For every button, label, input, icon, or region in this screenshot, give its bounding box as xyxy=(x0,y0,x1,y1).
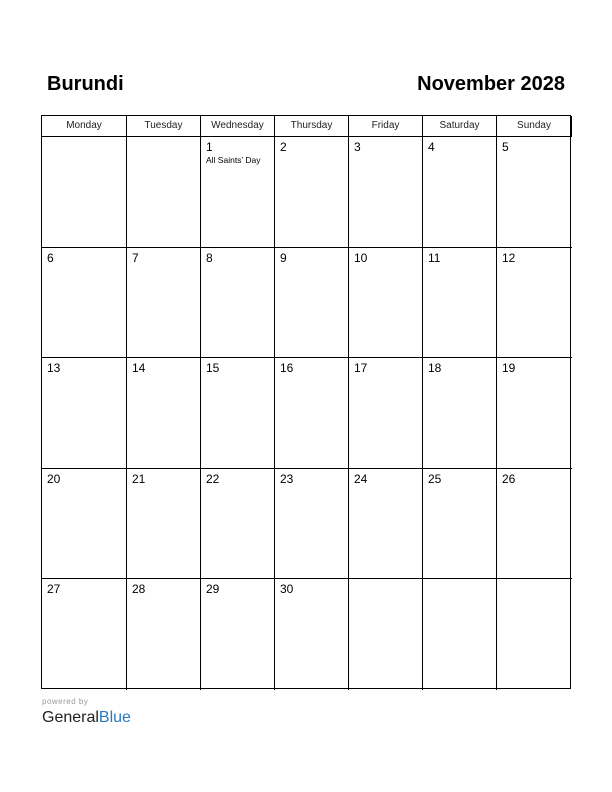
weekday-header-thursday: Thursday xyxy=(275,116,349,137)
day-cell[interactable] xyxy=(275,469,349,580)
day-number: 12 xyxy=(502,250,516,265)
day-number: 19 xyxy=(502,361,516,376)
day-cell[interactable] xyxy=(349,358,423,469)
generalblue-logo[interactable] xyxy=(42,708,131,728)
day-cell[interactable] xyxy=(497,579,572,690)
country-title: Burundi xyxy=(47,73,124,95)
day-number: 27 xyxy=(47,582,61,597)
day-cell[interactable] xyxy=(423,137,497,248)
day-cell[interactable] xyxy=(127,579,201,690)
calendar-grid xyxy=(41,115,571,689)
day-number: 22 xyxy=(206,471,220,486)
day-number: 26 xyxy=(502,471,516,486)
day-cell[interactable] xyxy=(201,358,275,469)
day-cell[interactable] xyxy=(127,248,201,359)
powered-by-text: powered by xyxy=(42,697,89,706)
day-number: 18 xyxy=(428,361,442,376)
day-number: 1 xyxy=(206,140,213,154)
day-cell[interactable] xyxy=(42,579,127,690)
weekday-header-monday: Monday xyxy=(42,116,127,137)
brand-general-text: General xyxy=(42,709,99,726)
day-cell[interactable] xyxy=(349,579,423,690)
weekday-header-saturday: Saturday xyxy=(423,116,497,137)
day-number: 2 xyxy=(280,140,287,154)
weekday-header-tuesday: Tuesday xyxy=(127,116,201,137)
day-cell[interactable] xyxy=(423,579,497,690)
day-number: 13 xyxy=(47,361,61,376)
day-cell[interactable] xyxy=(201,137,275,248)
day-number: 5 xyxy=(502,140,509,154)
day-number: 25 xyxy=(428,471,442,486)
day-number: 28 xyxy=(132,582,146,597)
day-cell[interactable] xyxy=(201,248,275,359)
day-cell[interactable] xyxy=(423,469,497,580)
day-number: 9 xyxy=(280,250,287,265)
weekday-header-wednesday: Wednesday xyxy=(201,116,275,137)
day-cell[interactable] xyxy=(349,137,423,248)
day-number: 23 xyxy=(280,471,294,486)
day-cell[interactable] xyxy=(275,579,349,690)
day-cell[interactable] xyxy=(275,137,349,248)
day-cell[interactable] xyxy=(201,579,275,690)
day-number: 10 xyxy=(354,250,368,265)
day-cell[interactable] xyxy=(42,248,127,359)
day-cell[interactable] xyxy=(349,248,423,359)
day-number: 8 xyxy=(206,250,213,265)
day-cell[interactable] xyxy=(497,469,572,580)
day-cell[interactable] xyxy=(127,358,201,469)
day-number: 15 xyxy=(206,361,220,376)
day-cell[interactable] xyxy=(497,248,572,359)
day-number: 3 xyxy=(354,140,361,154)
weekday-header-sunday: Sunday xyxy=(497,116,572,137)
day-cell[interactable] xyxy=(275,358,349,469)
day-cell[interactable] xyxy=(423,358,497,469)
day-cell[interactable] xyxy=(497,358,572,469)
day-number: 21 xyxy=(132,471,146,486)
day-cell[interactable] xyxy=(127,469,201,580)
month-year-title: November 2028 xyxy=(417,73,565,95)
day-cell[interactable] xyxy=(127,137,201,248)
day-number: 14 xyxy=(132,361,146,376)
brand-blue-text: Blue xyxy=(98,709,131,726)
day-cell[interactable] xyxy=(42,469,127,580)
day-number: 16 xyxy=(280,361,294,376)
day-number: 17 xyxy=(354,361,368,376)
day-number: 6 xyxy=(47,250,54,265)
day-cell[interactable] xyxy=(42,137,127,248)
day-number: 11 xyxy=(428,250,441,265)
footer-brand xyxy=(42,697,131,728)
day-number: 4 xyxy=(428,140,435,154)
holiday-label: All Saints’ Day xyxy=(206,155,261,165)
day-number: 24 xyxy=(354,471,368,486)
day-number: 7 xyxy=(132,250,139,265)
day-cell[interactable] xyxy=(275,248,349,359)
weekday-header-friday: Friday xyxy=(349,116,423,137)
day-number: 20 xyxy=(47,471,61,486)
day-cell[interactable] xyxy=(423,248,497,359)
day-cell[interactable] xyxy=(497,137,572,248)
day-cell[interactable] xyxy=(201,469,275,580)
day-cell[interactable] xyxy=(349,469,423,580)
day-number: 29 xyxy=(206,582,220,597)
day-cell[interactable] xyxy=(42,358,127,469)
day-number: 30 xyxy=(280,582,294,597)
